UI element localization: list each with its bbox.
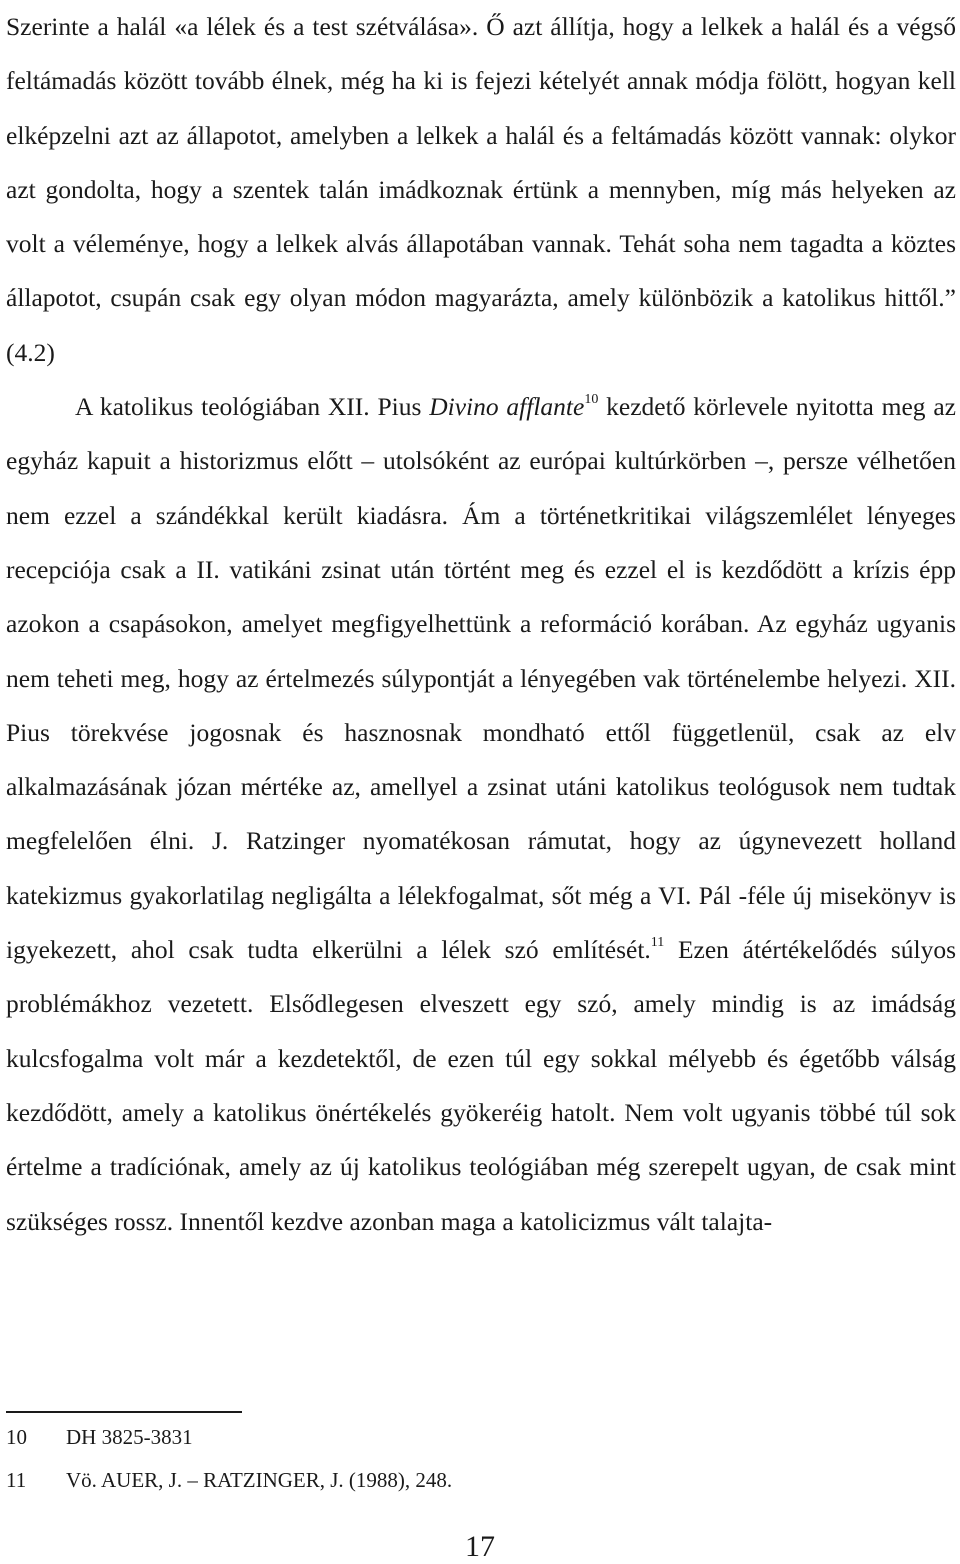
paragraph-1: Szerinte a halál «a lélek és a test szétválása». Ő azt állítja, hogy a lelkek a halál és a végső feltámadás között tovább élnek, még ha ki is fejezi kételyét annak módja fölött, hogyan kell elképzelni azt az állapotot, amelyben a lelkek a halál és a feltámadás között vannak: olykor azt gondolta, hogy a szentek talán imádkoznak értünk a mennyben, míg más helyeken az volt a véleménye, hogy a lelkek alvás állapotában vannak. Tehát soha nem tagadta a köztes állapotot, csupán csak egy olyan módon magyarázta, amely különbözik a katolikus hittől.” (4.2) <box>6 12 956 367</box>
page-number: 17 <box>465 1530 495 1563</box>
footnote-10 <box>6 1424 193 1450</box>
footnote-number: 10 <box>6 1425 27 1449</box>
paragraph-2 <box>6 380 956 1249</box>
footnote-text: DH 3825-3831 <box>66 1425 193 1449</box>
encyclical-title: Divino afflante <box>429 392 585 422</box>
footnote-number: 11 <box>6 1468 27 1492</box>
footnote-divider <box>6 1411 242 1413</box>
footnote-11 <box>6 1467 452 1493</box>
footnote-ref-10[interactable]: 10 <box>584 392 599 408</box>
paragraph-2-part-1: A katolikus teológiában XII. Pius <box>75 392 430 422</box>
footnote-text: Vö. AUER, J. – RATZINGER, J. (1988), 248. <box>66 1468 453 1492</box>
body-text <box>6 0 956 1249</box>
paragraph-2-part-2: kezdető körlevele nyitotta meg az egyház kapuit a historizmus előtt – utolsóként az európai kultúrkörben –, persze vélhetően nem ezzel a szándékkal került kiadásra. Ám a történetkritikai világszemlélet lényeges recepciója csak a II. vatikáni zsinat után történt meg és ezzel el is kezdődött a krízis épp azokon a csapásokon, amelyet megfigyelhettünk a reformáció korában. Az egyház ugyanis nem teheti meg, hogy az értelmezés súlypontját a lényegében vak történelembe helyezi. XII. Pius törekvése jogosnak és hasznosnak mondható ettől függetlenül, csak az elv alkalmazásának józan mértéke az, amellyel a zsinat utáni katolikus teológusok nem tudtak megfelelően élni. J. Ratzinger nyomatékosan rámutat, hogy az úgynevezett holland katekizmus gyakorlatilag negligálta a lélekfogalmat, sőt még a VI. Pál -féle új misekönyv is igyekezett, ahol csak tudta elkerülni a lélek szó említését. <box>6 392 956 965</box>
footnote-ref-11[interactable]: 11 <box>650 935 665 951</box>
paragraph-2-part-3: Ezen átértékelődés súlyos problémákhoz vezetett. Elsődlegesen elveszett egy szó, amely mindig is az imádság kulcsfogalma volt már a kezdetektől, de ezen túl egy sokkal mélyebb és égetőbb válság kezdődött, amely a katolikus önértékelés gyökeréig hatolt. Nem volt ugyanis többé túl sok értelme a tradíciónak, amely az új katolikus teológiában még szerepelt ugyan, de csak mint szükséges rossz. Innentől kezdve azonban maga a katolicizmus vált talajta- <box>6 935 957 1236</box>
